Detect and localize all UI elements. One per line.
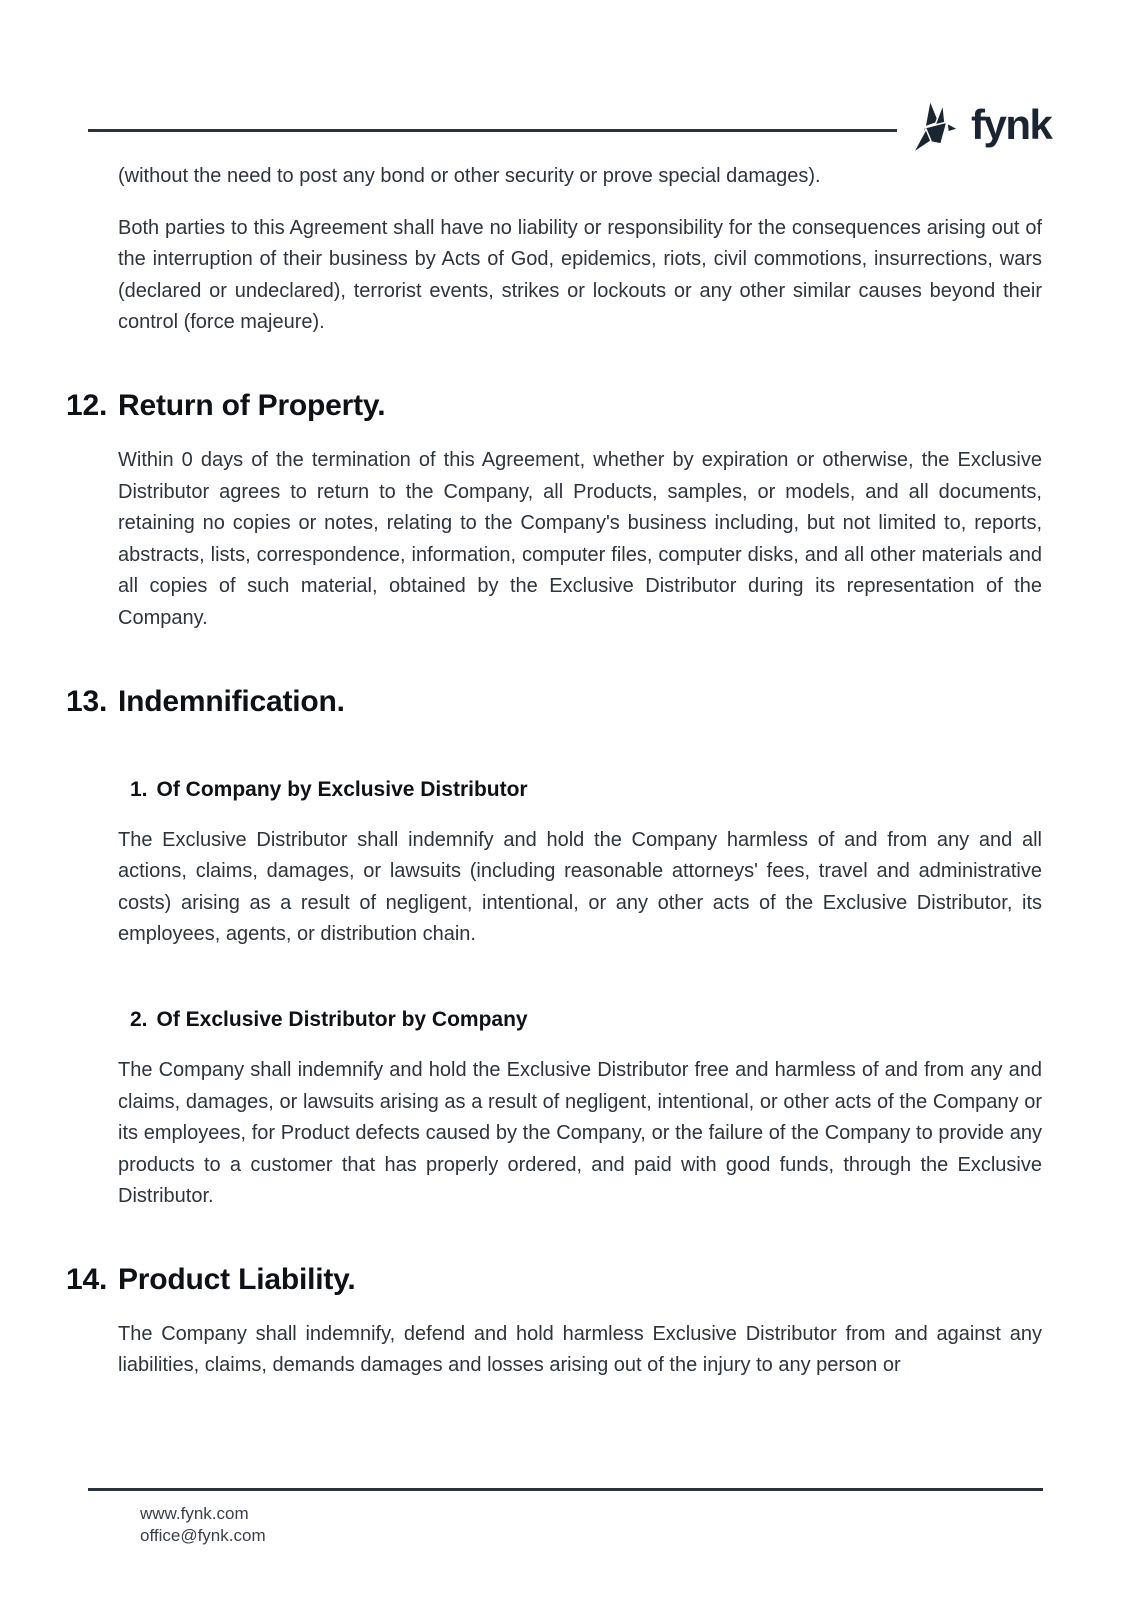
section-title: Indemnification. [118,684,345,718]
document-paragraph: (without the need to post any bond or other security or prove special damages). [118,165,821,187]
document-paragraph: Within 0 days of the termination of this Agreement, whether by expiration or otherwise, the Exclusive Distributor agrees to return to the Company, all Products, samples, or models, and all documents, retaining no copies or notes, relating to the Company's business including, but not limited to, reports, abstracts, lists, correspondence, information, computer files, computer disks, and all other materials and all copies of such material, obtained by the Exclusive Distributor during its representation of the Company. [118,448,1042,629]
section-number: 12. [66,388,108,422]
brand-logo [912,98,1051,156]
subsection-number: 2. [130,1007,148,1031]
subsection-heading [66,775,1042,805]
section-heading [66,387,1042,425]
document-content [66,161,1042,1382]
footer-rule [88,1488,1043,1491]
footer-email: office@fynk.com [140,1526,266,1545]
brand-wordmark: fynk [971,101,1052,148]
section-number: 14. [66,1262,108,1296]
section-title: Product Liability. [118,1262,356,1296]
subsection-number: 1. [130,777,148,801]
section-heading [66,683,1042,721]
subsection-title: Of Exclusive Distributor by Company [156,1007,528,1031]
header-rule [88,129,897,132]
subsection-title: Of Company by Exclusive Distributor [156,777,528,801]
document-paragraph: Both parties to this Agreement shall have no liability or responsibility for the consequences arising out of the interruption of their business by Acts of God, epidemics, riots, civil commotions, insurrections, wars (declared or undeclared), terrorist events, strikes or lockouts or any other similar causes beyond their control (force majeure). [118,216,1042,334]
section-number: 13. [66,684,108,718]
section-heading [66,1261,1042,1299]
footer-website: www.fynk.com [140,1504,249,1523]
section-title: Return of Property. [118,388,386,422]
document-paragraph: The Company shall indemnify and hold the Exclusive Distributor free and harmless of and from any and claims, damages, or lawsuits arising as a result of negligent, intentional, or other acts of the Company or its employees, for Product defects caused by the Company, or the failure of the Company to provide any products to a customer that has properly ordered, and paid with good funds, through the Exclusive Distributor. [118,1058,1042,1208]
subsection-heading [66,1005,1042,1035]
origami-bird-icon [912,98,962,156]
document-paragraph: The Exclusive Distributor shall indemnify and hold the Company harmless of and from any and all actions, claims, damages, or lawsuits (including reasonable attorneys' fees, travel and administrative costs) arising as a result of negligent, intentional, or any other acts of the Exclusive Distributor, its employees, agents, or distribution chain. [118,828,1042,946]
page-footer [140,1503,266,1547]
document-paragraph: The Company shall indemnify, defend and hold harmless Exclusive Distributor from and against any liabilities, claims, demands damages and losses arising out of the injury to any person or [118,1322,1042,1377]
